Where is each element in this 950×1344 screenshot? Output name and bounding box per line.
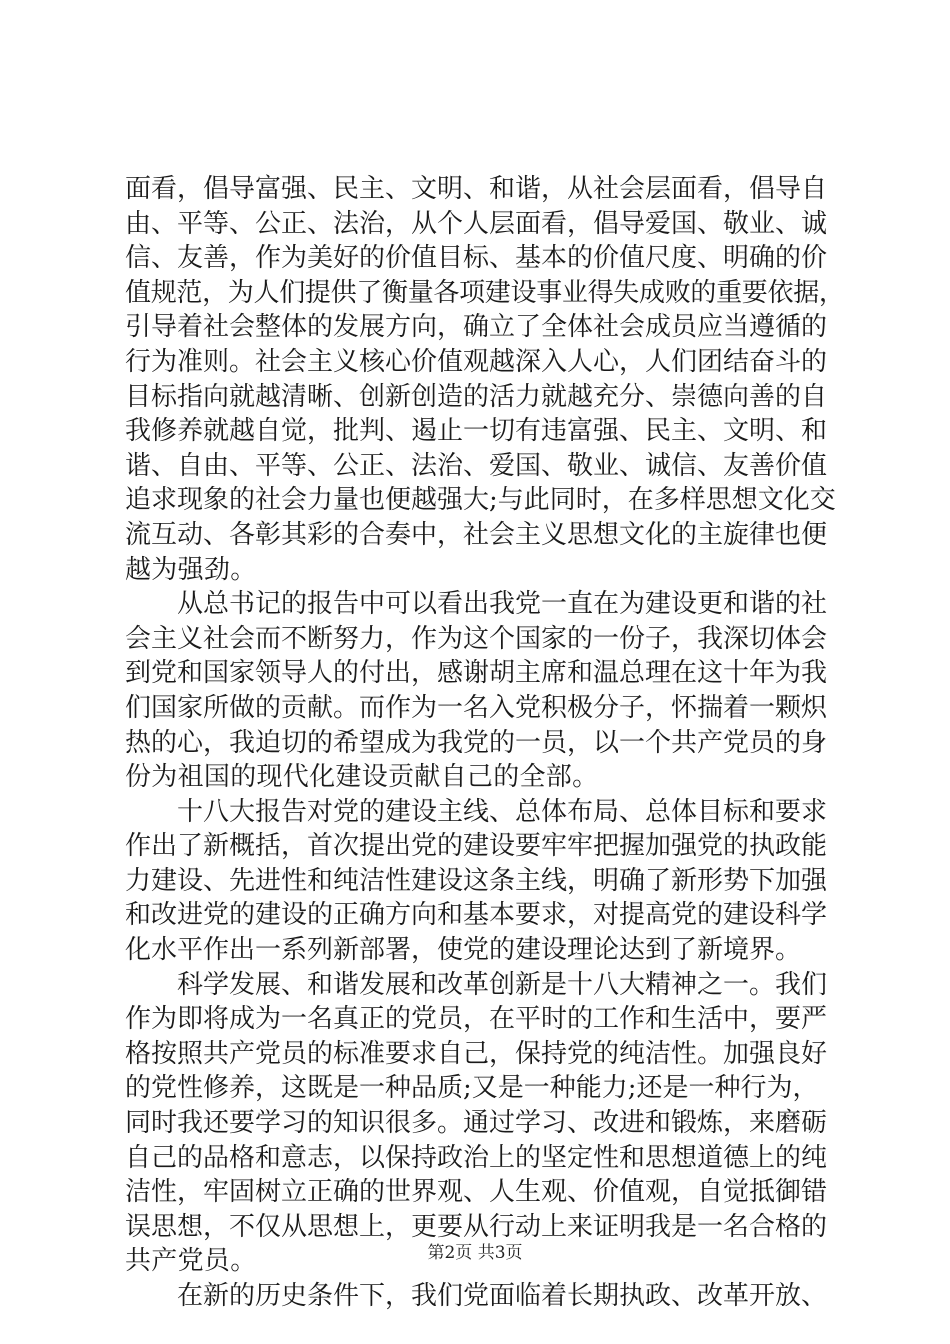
text-line: 面看，倡导富强、民主、文明、和谐，从社会层面看，倡导自 xyxy=(125,174,828,204)
text-line: 会主义社会而不断努力，作为这个国家的一份子，我深切体会 xyxy=(125,623,828,654)
text-line: 从总书记的报告中可以看出我党一直在为建设更和谐的社 xyxy=(125,589,828,620)
text-line: 和改进党的建设的正确方向和基本要求，对提高党的建设科学 xyxy=(125,900,828,931)
text-line: 们国家所做的贡献。而作为一名入党积极分子，怀揣着一颗炽 xyxy=(125,692,828,723)
page-footer: 第2页 共3页 xyxy=(427,1243,523,1263)
text-line: 热的心，我迫切的希望成为我党的一员，以一个共产党员的身 xyxy=(125,727,828,758)
text-line: 到党和国家领导人的付出，感谢胡主席和温总理在这十年为我 xyxy=(125,658,828,689)
text-line: 行为准则。社会主义核心价值观越深入人心，人们团结奋斗的 xyxy=(125,346,828,377)
text-line: 在新的历史条件下，我们党面临着长期执政、改革开放、 xyxy=(125,1281,828,1311)
text-line: 谐、自由、平等、公正、法治、爱国、敬业、诚信、友善价值 xyxy=(125,450,828,481)
text-line: 十八大报告对党的建设主线、总体布局、总体目标和要求 xyxy=(125,796,828,827)
text-line: 同时我还要学习的知识很多。通过学习、改进和锻炼，来磨砺 xyxy=(125,1108,828,1139)
text-line: 信、友善，作为美好的价值目标、基本的价值尺度、明确的价 xyxy=(125,243,828,274)
text-line: 引导着社会整体的发展方向，确立了全体社会成员应当遵循的 xyxy=(125,312,828,343)
text-line: 科学发展、和谐发展和改革创新是十八大精神之一。我们 xyxy=(125,969,828,1000)
text-line: 格按照共产党员的标准要求自己，保持党的纯洁性。加强良好 xyxy=(125,1038,828,1069)
text-line: 自己的品格和意志，以保持政治上的坚定性和思想道德上的纯 xyxy=(125,1142,828,1173)
body-text xyxy=(125,172,845,1314)
text-line: 的党性修养，这既是一种品质;又是一种能力;还是一种行为， xyxy=(125,1073,819,1104)
text-line: 由、平等、公正、法治，从个人层面看，倡导爱国、敬业、诚 xyxy=(125,208,828,239)
text-line: 作出了新概括，首次提出党的建设要牢牢把握加强党的执政能 xyxy=(125,831,828,862)
text-line: 作为即将成为一名真正的党员，在平时的工作和生活中，要严 xyxy=(125,1004,828,1035)
text-line: 洁性，牢固树立正确的世界观、人生观、价值观，自觉抵御错 xyxy=(125,1177,828,1208)
text-line: 份为祖国的现代化建设贡献自己的全部。 xyxy=(125,762,599,793)
text-line: 越为强劲。 xyxy=(125,554,257,585)
text-line: 值规范，为人们提供了衡量各项建设事业得失成败的重要依据， xyxy=(125,277,845,308)
text-line: 我修养就越自觉，批判、遏止一切有违富强、民主、文明、和 xyxy=(125,416,828,447)
text-line: 力建设、先进性和纯洁性建设这条主线，明确了新形势下加强 xyxy=(125,865,828,896)
text-line: 化水平作出一系列新部署，使党的建设理论达到了新境界。 xyxy=(125,935,802,966)
text-line: 目标指向就越清晰、创新创造的活力就越充分、崇德向善的自 xyxy=(125,381,828,412)
text-line: 误思想，不仅从思想上，更要从行动上来证明我是一名合格的 xyxy=(125,1211,828,1242)
text-line: 共产党员。 xyxy=(125,1246,257,1277)
text-line: 追求现象的社会力量也便越强大;与此同时，在多样思想文化交 xyxy=(125,485,836,516)
text-line: 流互动、各彰其彩的合奏中，社会主义思想文化的主旋律也便 xyxy=(125,519,828,550)
